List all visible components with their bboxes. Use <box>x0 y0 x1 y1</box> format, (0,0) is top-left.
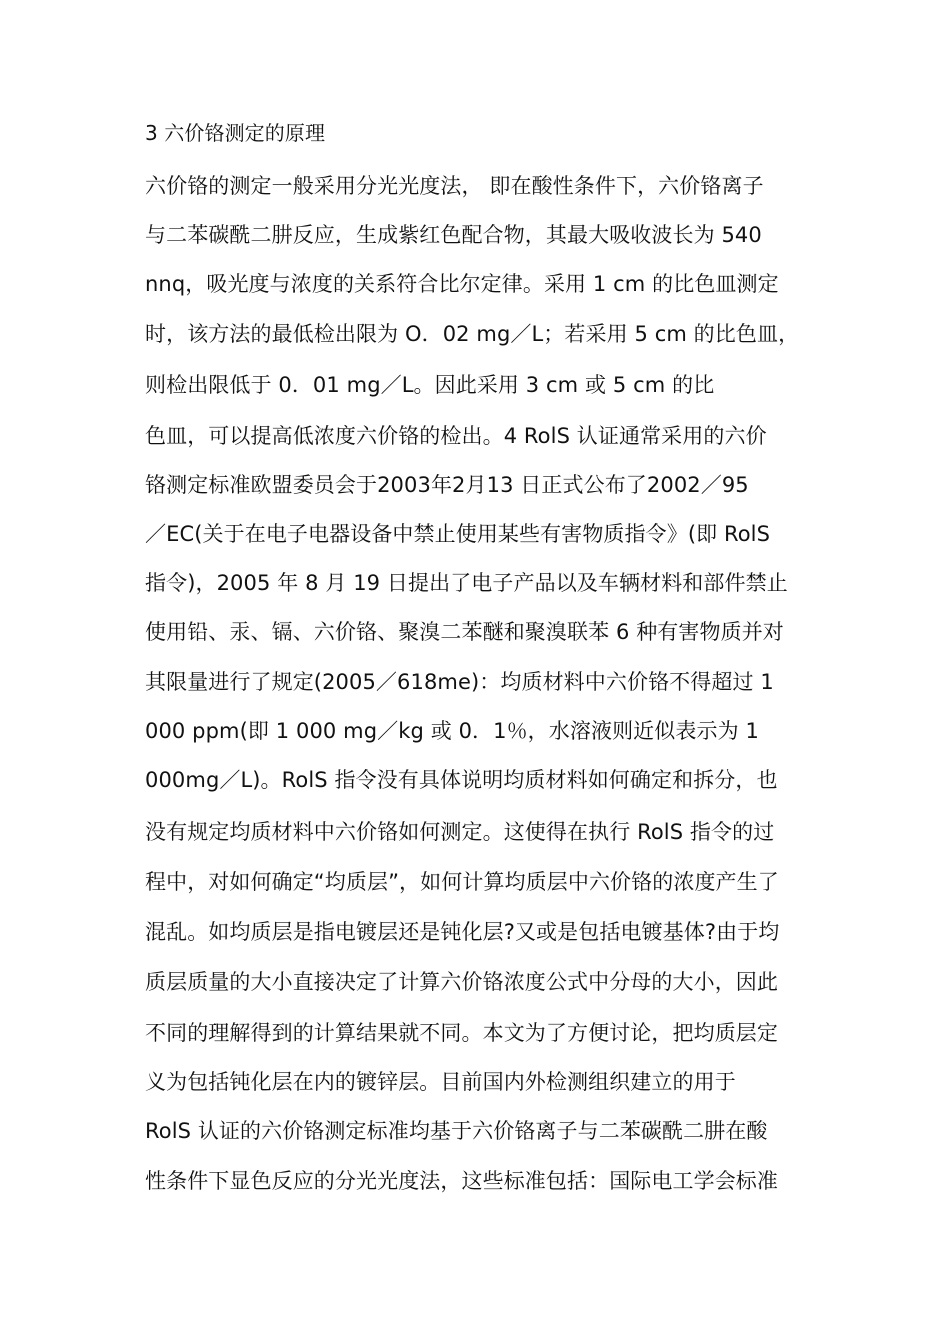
paragraph-line: 000mg／L)。RolS 指令没有具体说明均质材料如何确定和拆分，也 <box>145 768 778 792</box>
paragraph-line: 六价铬的测定一般采用分光光度法， 即在酸性条件下，六价铬离子 <box>145 174 764 198</box>
paragraph-line: RolS 认证的六价铬测定标准均基于六价铬离子与二苯碳酰二肼在酸 <box>145 1119 768 1143</box>
paragraph-line: 指令)，2005 年 8 月 19 日提出了电子产品以及车辆材料和部件禁止 <box>145 571 788 595</box>
paragraph-line: 铬测定标准欧盟委员会于2003年2月13 日正式公布了2002／95 <box>145 473 749 497</box>
paragraph-line: 混乱。如均质层是指电镀层还是钝化层?又或是包括电镀基体?由于均 <box>145 920 780 944</box>
paragraph-line: 义为包括钝化层在内的镀锌层。目前国内外检测组织建立的用于 <box>145 1070 736 1094</box>
paragraph-line: ／EC(关于在电子电器设备中禁止使用某些有害物质指令》(即 RolS <box>145 522 771 546</box>
paragraph-line: nnq，吸光度与浓度的关系符合比尔定律。采用 1 cm 的比色皿测定 <box>145 272 779 296</box>
paragraph-line: 使用铅、汞、镉、六价铬、聚溴二苯醚和聚溴联苯 6 种有害物质并对 <box>145 620 784 644</box>
paragraph-line: 程中，对如何确定“均质层”，如何计算均质层中六价铬的浓度产生了 <box>145 870 779 894</box>
paragraph-line: 没有规定均质材料中六价铬如何测定。这使得在执行 RolS 指令的过 <box>145 820 775 844</box>
paragraph-line: 不同的理解得到的计算结果就不同。本文为了方便讨论，把均质层定 <box>145 1021 778 1045</box>
paragraph-line: 时，该方法的最低检出限为 O．02 mg／L；若采用 5 cm 的比色皿， <box>145 322 800 346</box>
paragraph-line: 性条件下显色反应的分光光度法，这些标准包括：国际电工学会标准 <box>145 1169 778 1193</box>
paragraph-line: 色皿，可以提高低浓度六价铬的检出。4 RolS 认证通常采用的六价 <box>145 424 767 448</box>
section-heading: 3 六价铬测定的原理 <box>145 121 326 145</box>
paragraph-line: 质层质量的大小直接决定了计算六价铬浓度公式中分母的大小，因此 <box>145 970 778 994</box>
paragraph-line: 与二苯碳酰二肼反应，生成紫红色配合物，其最大吸收波长为 540 <box>145 223 762 247</box>
paragraph-line: 其限量进行了规定(2005／618me)：均质材料中六价铬不得超过 1 <box>145 670 774 694</box>
paragraph-line: 000 ppm(即 1 000 mg／kg 或 0．1％，水溶液则近似表示为 1 <box>145 719 759 743</box>
paragraph-line: 则检出限低于 0．01 mg／L。因此采用 3 cm 或 5 cm 的比 <box>145 373 715 397</box>
